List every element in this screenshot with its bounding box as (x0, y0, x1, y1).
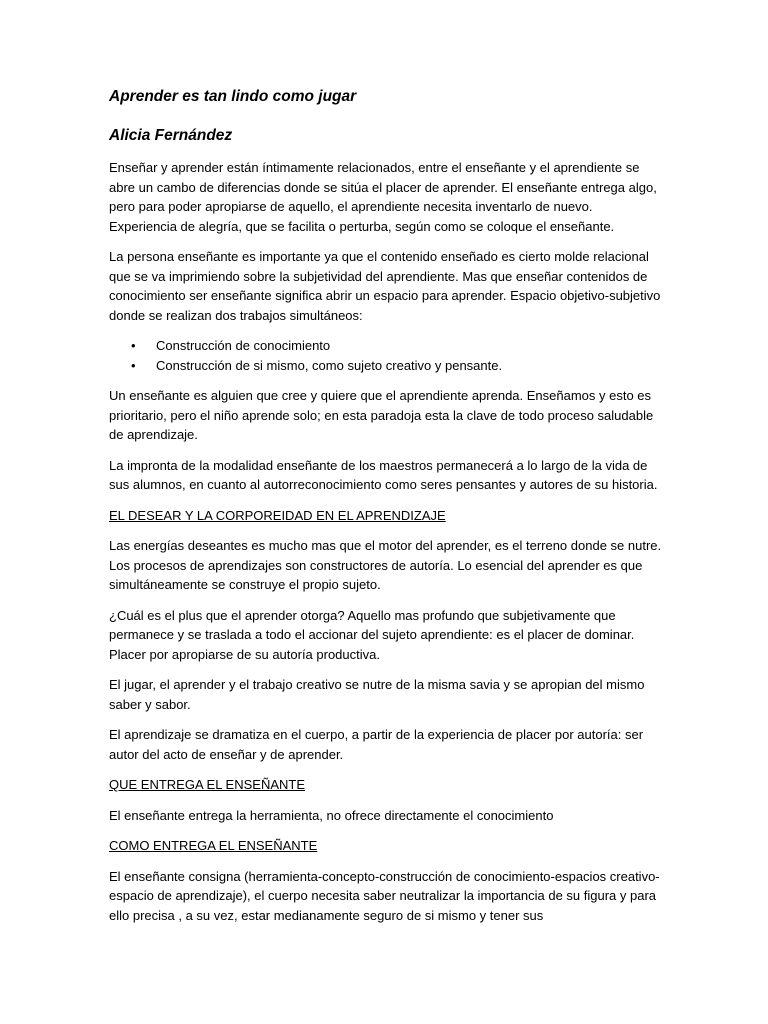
document-page (109, 86, 664, 936)
paragraph-10: El enseñante consigna (herramienta-concepto-construcción de conocimiento-espacios creativo-espacio de aprendizaje), el cuerpo necesita saber neutralizar la importancia de su figura y para ello precisa , a su vez, estar medianamente seguro de si mismo y tener sus (109, 868, 660, 923)
paragraph-3: Un enseñante es alguien que cree y quiere que el aprendiente aprenda. Enseñamos y esto es prioritario, pero el niño aprende solo; en esta paradoja esta la clave de todo proceso saludable de aprendizaje. (109, 388, 654, 442)
paragraph-1: Enseñar y aprender están íntimamente relacionados, entre el enseñante y el aprendiente se abre un cambo de diferencias donde se sitúa el placer de aprender. El enseñante entrega algo, pero para poder apropiarse de aquello, el aprendiente necesita inventarlo de nuevo. Experiencia de alegría, que se facilita o perturba, según como se coloque el enseñante. (109, 160, 657, 234)
section-heading-que-entrega: QUE ENTREGA EL ENSEÑANTE (109, 777, 306, 792)
section-heading-deseo: EL DESEAR Y LA CORPOREIDAD EN EL APRENDIZAJE (109, 507, 446, 523)
paragraph-4: La impronta de la modalidad enseñante de los maestros permanecerá a lo largo de la vida de sus alumnos, en cuanto al autorreconocimiento como seres pensantes y autores de su historia. (109, 457, 658, 492)
list-item-text: Construcción de conocimiento (156, 338, 331, 353)
document-author: Alicia Fernández (109, 127, 233, 144)
paragraph-2: La persona enseñante es importante ya que el contenido enseñado es cierto molde relacional que se va imprimiendo sobre la subjetividad del aprendiente. Mas que enseñar contenidos de conocimiento ser enseñante significa abrir un espacio para aprender. Espacio objetivo-subjetivo donde se realizan dos trabajos simultáneos: (109, 249, 661, 323)
bullet-list (109, 336, 664, 376)
paragraph-9: El enseñante entrega la herramienta, no ofrece directamente el conocimiento (109, 807, 554, 823)
section-heading-como-entrega: COMO ENTREGA EL ENSEÑANTE (109, 838, 318, 853)
bullet-icon: • (131, 338, 136, 353)
list-item-text: Construcción de si mismo, como sujeto creativo y pensante. (156, 358, 503, 373)
list-item (109, 336, 664, 356)
document-title: Aprender es tan lindo como jugar (109, 88, 357, 105)
bullet-icon: • (131, 358, 136, 373)
paragraph-7: El jugar, el aprender y el trabajo creativo se nutre de la misma savia y se apropian del mismo saber y sabor. (109, 677, 645, 712)
paragraph-5: Las energías deseantes es mucho mas que el motor del aprender, es el terreno donde se nutre. Los procesos de aprendizajes son constructores de autoría. Lo esencial del aprender es que simultáneamente se construye el propio sujeto. (109, 538, 662, 592)
paragraph-8: El aprendizaje se dramatiza en el cuerpo, a partir de la experiencia de placer por autoría: ser autor del acto de enseñar y de aprender. (109, 727, 644, 762)
list-item (109, 356, 664, 376)
paragraph-6: ¿Cuál es el plus que el aprender otorga? Aquello mas profundo que subjetivamente que permanece y se traslada a todo el accionar del sujeto aprendiente: es el placer de dominar. Placer por apropiarse de su autoría productiva. (109, 607, 635, 662)
